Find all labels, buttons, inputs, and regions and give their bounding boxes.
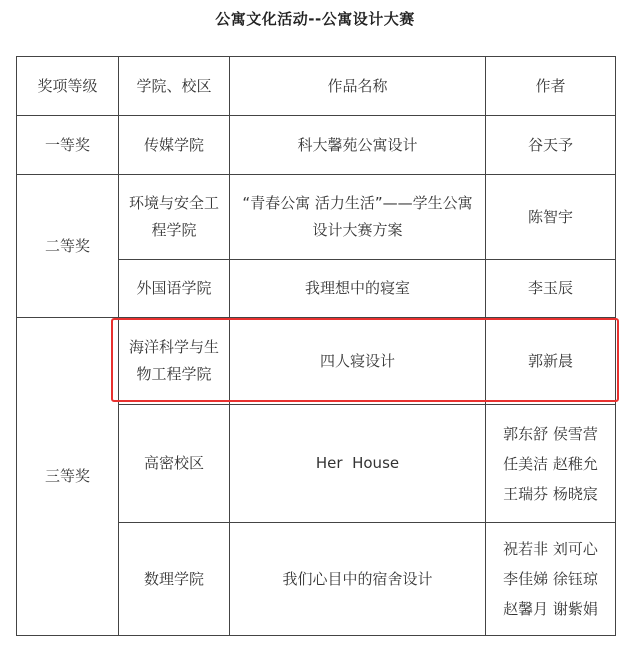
header-author: 作者	[486, 57, 616, 116]
college-cell: 传媒学院	[119, 116, 230, 175]
author-cell: 谷天予	[486, 116, 616, 175]
work-cell: Her House	[230, 405, 486, 523]
page-title: 公寓文化活动--公寓设计大赛	[215, 10, 415, 28]
author-cell: 李玉辰	[486, 260, 616, 318]
work-cell: 科大馨苑公寓设计	[230, 116, 486, 175]
college-cell: 环境与安全工 程学院	[119, 175, 230, 260]
college-cell: 海洋科学与生 物工程学院	[119, 318, 230, 405]
work-cell: “青春公寓 活力生活”——学生公寓 设计大赛方案	[230, 175, 486, 260]
level-cell: 一等奖	[17, 116, 119, 175]
work-cell: 我们心目中的宿舍设计	[230, 523, 486, 636]
table-header-row	[17, 57, 616, 116]
table-row	[17, 318, 616, 405]
author-cell: 祝若非 刘可心 李佳娣 徐钰琼 赵馨月 谢紫娟	[486, 523, 616, 636]
author-cell: 陈智宇	[486, 175, 616, 260]
college-cell: 外国语学院	[119, 260, 230, 318]
awards-table	[16, 56, 616, 636]
level-cell: 二等奖	[17, 175, 119, 318]
header-work: 作品名称	[230, 57, 486, 116]
college-cell: 数理学院	[119, 523, 230, 636]
author-cell: 郭新晨	[486, 318, 616, 405]
author-cell: 郭东舒 侯雪营 任美洁 赵稚允 王瑞芬 杨晓宸	[486, 405, 616, 523]
table-row	[17, 116, 616, 175]
work-cell: 我理想中的寝室	[230, 260, 486, 318]
table-row	[17, 175, 616, 260]
header-level: 奖项等级	[17, 57, 119, 116]
work-cell: 四人寝设计	[230, 318, 486, 405]
header-college: 学院、校区	[119, 57, 230, 116]
college-cell: 高密校区	[119, 405, 230, 523]
level-cell: 三等奖	[17, 318, 119, 636]
